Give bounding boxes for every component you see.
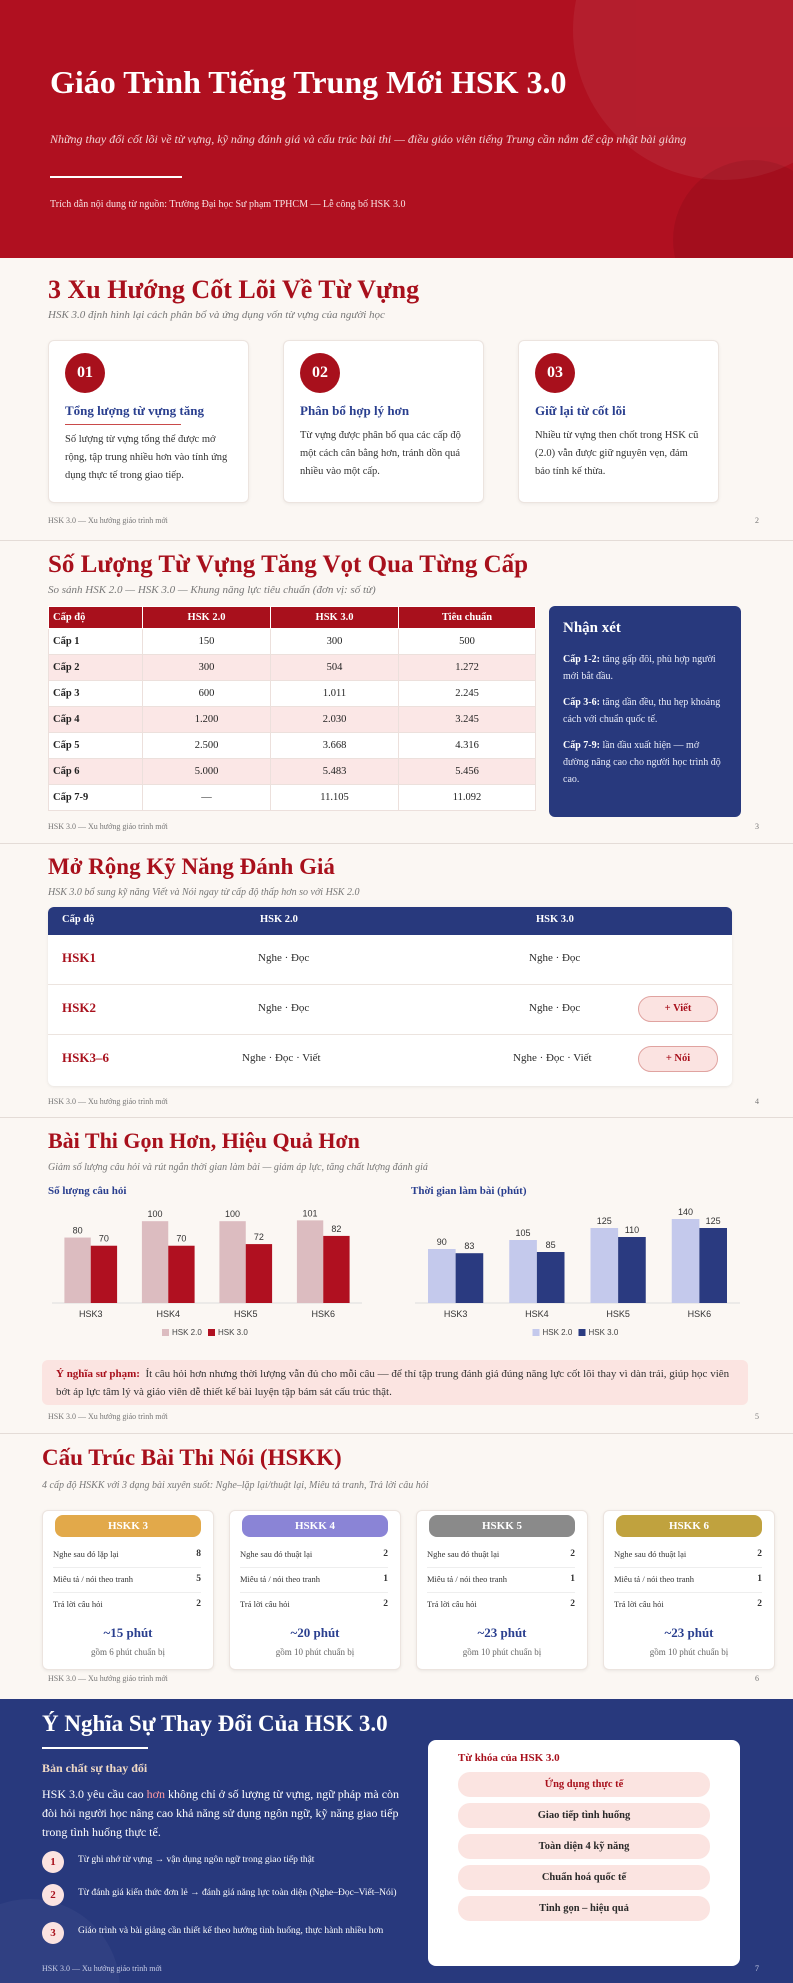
section-title-trends: 3 Xu Hướng Cốt Lõi Về Từ Vựng	[48, 275, 420, 304]
hskk-duration: ~15 phút	[103, 1625, 153, 1640]
essence-highlight: hơn	[146, 1787, 165, 1801]
decorative-circle	[573, 0, 793, 180]
table-row	[49, 759, 536, 785]
table-cell: 2.245	[399, 681, 536, 707]
hskk-task-count: 2	[570, 1599, 575, 1609]
table-cell: 11.105	[271, 785, 399, 811]
hskk-task-label: Trả lời câu hỏi	[53, 1599, 103, 1609]
bar	[591, 1228, 619, 1303]
data-label: 90	[436, 1237, 447, 1247]
data-label: 85	[545, 1240, 556, 1250]
duration-bar-chart	[405, 1205, 750, 1345]
x-tick-label: HSK3	[443, 1309, 468, 1319]
table-cell: 504	[271, 655, 399, 681]
row-divider	[53, 1592, 201, 1593]
trend-text: Nhiều từ vựng then chốt trong HSK cũ (2.0) vẫn được giữ nguyên vẹn, đảm bảo tính kế thừa.	[535, 430, 699, 477]
column-header: Cấp độ	[49, 607, 143, 629]
page-number: 2	[755, 516, 759, 525]
hskk-task-label: Miêu tả / nói theo tranh	[240, 1574, 321, 1584]
section-divider	[0, 1433, 793, 1434]
hskk-task-count: 2	[757, 1549, 762, 1559]
hskk-card	[416, 1510, 588, 1670]
column-header: Tiêu chuẩn	[399, 607, 536, 629]
remark-label: Cấp 7-9:	[563, 740, 600, 751]
bar	[428, 1249, 456, 1303]
column-header: Cấp độ	[62, 914, 95, 925]
x-tick-label: HSK4	[525, 1309, 549, 1319]
keyword-chip: Tinh gọn – hiệu quả	[458, 1896, 710, 1921]
hskk-task-row	[614, 1599, 762, 1609]
page-title: Giáo Trình Tiếng Trung Mới HSK 3.0	[50, 64, 567, 100]
page-footer: HSK 3.0 — Xu hướng giáo trình mới	[48, 1097, 168, 1106]
hskk-task-label: Nghe sau đó thuật lại	[614, 1549, 687, 1559]
trend-heading: Giữ lại từ cốt lõi	[535, 403, 626, 418]
table-cell: 3.245	[399, 707, 536, 733]
section-title-hskk: Cấu Trúc Bài Thi Nói (HSKK)	[42, 1445, 342, 1470]
hskk-task-row	[427, 1574, 575, 1584]
data-label: 105	[515, 1228, 531, 1238]
bar	[219, 1221, 245, 1303]
hskk-task-row	[427, 1549, 575, 1559]
skills-level: HSK2	[62, 1000, 96, 1015]
hskk-task-row	[240, 1574, 388, 1584]
skills-new: Nghe · Đọc	[529, 952, 581, 964]
x-tick-label: HSK4	[156, 1309, 181, 1319]
hskk-task-count: 2	[196, 1599, 201, 1609]
legend-label: HSK 3.0	[218, 1328, 248, 1337]
x-tick-label: HSK3	[78, 1309, 103, 1319]
legend-swatch	[579, 1329, 586, 1336]
skills-new: Nghe · Đọc · Viết	[513, 1052, 592, 1064]
closing-section	[0, 1699, 793, 1983]
bar	[91, 1246, 117, 1303]
section-subtitle-hskk: 4 cấp độ HSKK với 3 dạng bài xuyên suốt: Nghe–lặp lại/thuật lại, Miêu tả tranh, Trả lời câu hỏi	[42, 1480, 429, 1491]
hskk-card	[42, 1510, 214, 1670]
hskk-task-label: Miêu tả / nói theo tranh	[614, 1574, 695, 1584]
page-footer: HSK 3.0 — Xu hướng giáo trình mới	[48, 1412, 168, 1421]
table-cell: 3.668	[271, 733, 399, 759]
row-divider	[614, 1592, 762, 1593]
trend-number: 01	[65, 353, 105, 393]
table-cell: 5.483	[271, 759, 399, 785]
hskk-task-row	[614, 1549, 762, 1559]
bar	[509, 1240, 537, 1303]
added-skill-badge: + Nói	[638, 1046, 718, 1072]
point-number: 1	[42, 1851, 64, 1873]
section-subtitle-skills: HSK 3.0 bổ sung kỹ năng Viết và Nói ngay từ cấp độ thấp hơn so với HSK 2.0	[48, 887, 360, 898]
legend-label: HSK 2.0	[542, 1328, 573, 1337]
skills-header-row	[48, 907, 732, 935]
hskk-task-label: Trả lời câu hỏi	[240, 1599, 290, 1609]
bar	[618, 1237, 646, 1303]
trend-text: Từ vựng được phân bổ qua các cấp độ một cách cân bằng hơn, tránh dồn quá nhiều vào một cấp.	[300, 430, 461, 477]
row-divider	[427, 1592, 575, 1593]
skills-level: HSK3–6	[62, 1050, 109, 1065]
section-subtitle-exam: Giảm số lượng câu hỏi và rút ngắn thời gian làm bài — giảm áp lực, tăng chất lượng đánh giá	[48, 1162, 428, 1173]
section-divider	[0, 843, 793, 844]
hskk-prep-note: gồm 10 phút chuẩn bị	[649, 1647, 729, 1657]
hskk-task-count: 2	[383, 1549, 388, 1559]
table-cell: 1.272	[399, 655, 536, 681]
bar	[142, 1221, 168, 1303]
table-row	[49, 655, 536, 681]
table-cell: 4.316	[399, 733, 536, 759]
point-text: Giáo trình và bài giảng cần thiết kế theo hướng tình huống, thực hành nhiều hơn	[78, 1926, 384, 1936]
column-header: HSK 2.0	[260, 914, 298, 925]
skills-table	[48, 907, 732, 1086]
bar	[537, 1252, 565, 1303]
hskk-task-label: Miêu tả / nói theo tranh	[427, 1574, 508, 1584]
table-cell: Cấp 5	[49, 733, 143, 759]
keywords-heading: Từ khóa của HSK 3.0	[458, 1752, 560, 1764]
section-title-exam: Bài Thi Gọn Hơn, Hiệu Quả Hơn	[48, 1128, 360, 1153]
table-cell: Cấp 7-9	[49, 785, 143, 811]
hskk-task-row	[53, 1549, 201, 1559]
questions-bar-chart	[42, 1205, 372, 1345]
data-label: 80	[72, 1225, 83, 1236]
data-label: 83	[464, 1241, 475, 1252]
skills-new: Nghe · Đọc	[529, 1002, 581, 1014]
hskk-card	[603, 1510, 775, 1670]
section-title-closing: Ý Nghĩa Sự Thay Đổi Của HSK 3.0	[42, 1711, 388, 1736]
hskk-task-count: 8	[196, 1549, 201, 1559]
data-label: 82	[331, 1223, 342, 1234]
hskk-task-row	[53, 1599, 201, 1609]
hero-source: Trích dẫn nội dung từ nguồn: Trường Đại học Sư phạm TPHCM — Lễ công bố HSK 3.0	[50, 199, 406, 210]
table-cell: 300	[271, 629, 399, 655]
table-cell: 1.200	[143, 707, 271, 733]
page-number: 6	[755, 1674, 759, 1683]
hskk-task-count: 2	[570, 1549, 575, 1559]
page-number: 3	[755, 822, 759, 831]
table-cell: 500	[399, 629, 536, 655]
bar	[64, 1238, 90, 1303]
row-divider	[427, 1567, 575, 1568]
section-divider	[0, 1117, 793, 1118]
skills-row	[48, 935, 732, 985]
bar	[323, 1236, 349, 1303]
keywords-panel	[428, 1740, 740, 1966]
hskk-card	[229, 1510, 401, 1670]
closing-rule	[42, 1747, 148, 1749]
essence-heading: Bản chất sự thay đổi	[42, 1761, 148, 1775]
hskk-task-label: Nghe sau đó thuật lại	[427, 1549, 500, 1559]
keyword-chip: Giao tiếp tình huống	[458, 1803, 710, 1828]
skills-old: Nghe · Đọc · Viết	[242, 1052, 321, 1064]
table-cell: 1.011	[271, 681, 399, 707]
table-cell: 2.500	[143, 733, 271, 759]
hskk-duration: ~23 phút	[477, 1625, 527, 1640]
remark-text: lần đầu xuất hiện — mở đường nâng cao cho người học trình độ cao.	[563, 740, 721, 785]
chart-title: Số lượng câu hỏi	[48, 1185, 127, 1197]
hskk-duration: ~20 phút	[290, 1625, 340, 1640]
hskk-level-badge: HSKK 3	[55, 1515, 201, 1537]
x-tick-label: HSK5	[233, 1309, 258, 1319]
remark-label: Cấp 1-2:	[563, 654, 600, 665]
trend-underline	[65, 424, 181, 425]
hskk-task-count: 5	[196, 1574, 201, 1584]
remark-item	[563, 694, 727, 728]
bar	[672, 1219, 700, 1303]
hskk-level-badge: HSKK 5	[429, 1515, 575, 1537]
data-label: 125	[596, 1216, 612, 1226]
skills-row	[48, 985, 732, 1035]
data-label: 110	[624, 1225, 640, 1235]
hskk-task-row	[427, 1599, 575, 1609]
section-title-skills: Mở Rộng Kỹ Năng Đánh Giá	[48, 854, 335, 879]
skills-old: Nghe · Đọc	[258, 952, 310, 964]
bar	[168, 1246, 194, 1303]
row-divider	[614, 1567, 762, 1568]
point-number: 3	[42, 1922, 64, 1944]
hskk-task-count: 2	[757, 1599, 762, 1609]
data-label: 101	[302, 1208, 318, 1219]
hskk-task-label: Nghe sau đó lặp lại	[53, 1549, 119, 1559]
point-text: Từ đánh giá kiến thức đơn lẻ → đánh giá năng lực toàn diện (Nghe–Đọc–Viết–Nói)	[78, 1888, 397, 1898]
bar	[699, 1228, 727, 1303]
page-number: 4	[755, 1097, 759, 1106]
remark-text: tăng dần đều, thu hẹp khoảng cách với chuẩn quốc tế.	[563, 697, 721, 725]
remark-item	[563, 737, 727, 788]
hskk-prep-note: gồm 10 phút chuẩn bị	[462, 1647, 542, 1657]
remark-heading: Nhận xét	[563, 620, 621, 636]
section-divider	[0, 540, 793, 541]
pedagogy-label: Ý nghĩa sư phạm:	[56, 1368, 140, 1380]
section-subtitle-trends: HSK 3.0 định hình lại cách phân bổ và ứng dụng vốn từ vựng của người học	[48, 309, 385, 321]
hskk-level-badge: HSKK 6	[616, 1515, 762, 1537]
hero-lead: Những thay đổi cốt lõi về từ vựng, kỹ năng đánh giá và cấu trúc bài thi — điều giáo viên tiếng Trung cần nắm để cập nhật bài giảng	[50, 132, 687, 146]
essence-text	[42, 1785, 402, 1842]
keyword-chip: Chuẩn hoá quốc tế	[458, 1865, 710, 1890]
keyword-chip: Ứng dụng thực tế	[458, 1772, 710, 1797]
table-cell: Cấp 4	[49, 707, 143, 733]
row-divider	[240, 1567, 388, 1568]
data-label: 70	[98, 1233, 109, 1244]
table-cell: —	[143, 785, 271, 811]
legend-label: HSK 3.0	[588, 1328, 619, 1337]
legend-swatch	[533, 1329, 540, 1336]
legend-swatch	[162, 1329, 169, 1336]
section-title-vocab: Số Lượng Từ Vựng Tăng Vọt Qua Từng Cấp	[48, 551, 529, 578]
remark-label: Cấp 3-6:	[563, 697, 600, 708]
table-row	[49, 629, 536, 655]
column-header: HSK 3.0	[536, 914, 574, 925]
trend-number: 02	[300, 353, 340, 393]
table-cell: 150	[143, 629, 271, 655]
hskk-task-count: 1	[570, 1574, 575, 1584]
hskk-level-badge: HSKK 4	[242, 1515, 388, 1537]
section-subtitle-vocab: So sánh HSK 2.0 — HSK 3.0 — Khung năng lực tiêu chuẩn (đơn vị: số từ)	[48, 584, 376, 596]
table-row	[49, 785, 536, 811]
hskk-task-count: 1	[383, 1574, 388, 1584]
table-header-row	[49, 607, 536, 629]
hskk-task-row	[614, 1574, 762, 1584]
table-cell: 300	[143, 655, 271, 681]
trend-text: Số lượng từ vựng tổng thể được mở rộng, tập trung nhiều hơn vào tính ứng dụng thực tế trong giao tiếp.	[65, 434, 228, 481]
trend-card	[283, 340, 484, 503]
remark-panel	[549, 606, 741, 817]
trend-card	[518, 340, 719, 503]
table-cell: Cấp 6	[49, 759, 143, 785]
column-header: HSK 3.0	[271, 607, 399, 629]
page-number: 7	[755, 1964, 759, 1973]
page-footer: HSK 3.0 — Xu hướng giáo trình mới	[42, 1964, 162, 1973]
hero-rule	[50, 176, 182, 178]
trend-card	[48, 340, 249, 503]
skills-level: HSK1	[62, 950, 96, 965]
skills-row	[48, 1035, 732, 1085]
pedagogy-text: Ít câu hỏi hơn nhưng thời lượng vẫn đủ cho mỗi câu — để thí tập trung đánh giá đúng năng lực cốt lõi thay vì dàn trải, giúp học viên bớt áp lực tâm lý và giáo viên dễ thiết kế bài luyện tập bám sát cấu trúc thật.	[56, 1368, 730, 1398]
bar	[297, 1220, 323, 1303]
trend-heading: Phân bổ hợp lý hơn	[300, 403, 410, 418]
x-tick-label: HSK6	[687, 1309, 712, 1319]
trend-heading: Tổng lượng từ vựng tăng	[65, 403, 204, 418]
hskk-duration: ~23 phút	[664, 1625, 714, 1640]
vocab-table	[48, 606, 536, 811]
table-cell: 600	[143, 681, 271, 707]
essence-text-part: HSK 3.0 yêu cầu cao	[42, 1787, 147, 1801]
table-row	[49, 707, 536, 733]
skills-old: Nghe · Đọc	[258, 1002, 310, 1014]
bar	[456, 1253, 484, 1303]
table-cell: Cấp 3	[49, 681, 143, 707]
data-label: 72	[253, 1232, 264, 1243]
page-footer: HSK 3.0 — Xu hướng giáo trình mới	[48, 822, 168, 831]
essence-text-part: không chỉ ở số lượng từ vựng, ngữ pháp mà còn đòi hỏi người học nâng cao khả năng sử dụng ngôn ngữ, kỹ năng giao tiếp trong tình huống thực tế.	[42, 1787, 400, 1839]
data-label: 70	[176, 1233, 187, 1244]
legend-swatch	[208, 1329, 215, 1336]
table-cell: 11.092	[399, 785, 536, 811]
x-tick-label: HSK5	[606, 1309, 630, 1319]
hskk-task-row	[240, 1549, 388, 1559]
hskk-task-row	[240, 1599, 388, 1609]
table-cell: Cấp 1	[49, 629, 143, 655]
hskk-task-count: 2	[383, 1599, 388, 1609]
hskk-prep-note: gồm 6 phút chuẩn bị	[91, 1647, 165, 1657]
pedagogy-note	[42, 1360, 748, 1405]
table-cell: 5.456	[399, 759, 536, 785]
keyword-chip: Toàn diện 4 kỹ năng	[458, 1834, 710, 1859]
hskk-task-label: Trả lời câu hỏi	[427, 1599, 477, 1609]
row-divider	[53, 1567, 201, 1568]
row-divider	[240, 1592, 388, 1593]
hskk-task-label: Miêu tả / nói theo tranh	[53, 1574, 134, 1584]
data-label: 140	[678, 1207, 694, 1217]
remark-text: tăng gấp đôi, phù hợp người mới bắt đầu.	[563, 654, 716, 682]
data-label: 100	[147, 1209, 163, 1220]
data-label: 100	[225, 1209, 241, 1220]
page-number: 5	[755, 1412, 759, 1421]
data-label: 125	[705, 1216, 721, 1226]
trend-number: 03	[535, 353, 575, 393]
table-row	[49, 681, 536, 707]
legend-label: HSK 2.0	[172, 1328, 202, 1337]
chart-title: Thời gian làm bài (phút)	[411, 1185, 527, 1197]
table-cell: 2.030	[271, 707, 399, 733]
point-number: 2	[42, 1884, 64, 1906]
table-cell: 5.000	[143, 759, 271, 785]
table-cell: Cấp 2	[49, 655, 143, 681]
page-footer: HSK 3.0 — Xu hướng giáo trình mới	[48, 1674, 168, 1683]
page-footer: HSK 3.0 — Xu hướng giáo trình mới	[48, 516, 168, 525]
hskk-task-row	[53, 1574, 201, 1584]
hskk-task-label: Trả lời câu hỏi	[614, 1599, 664, 1609]
hskk-task-count: 1	[757, 1574, 762, 1584]
point-text: Từ ghi nhớ từ vựng → vận dụng ngôn ngữ trong giao tiếp thật	[78, 1855, 315, 1865]
hero-banner	[0, 0, 793, 258]
remark-item	[563, 651, 727, 685]
added-skill-badge: + Viết	[638, 996, 718, 1022]
hskk-prep-note: gồm 10 phút chuẩn bị	[275, 1647, 355, 1657]
hskk-task-label: Nghe sau đó thuật lại	[240, 1549, 313, 1559]
table-row	[49, 733, 536, 759]
x-tick-label: HSK6	[311, 1309, 336, 1319]
column-header: HSK 2.0	[143, 607, 271, 629]
bar	[246, 1244, 272, 1303]
